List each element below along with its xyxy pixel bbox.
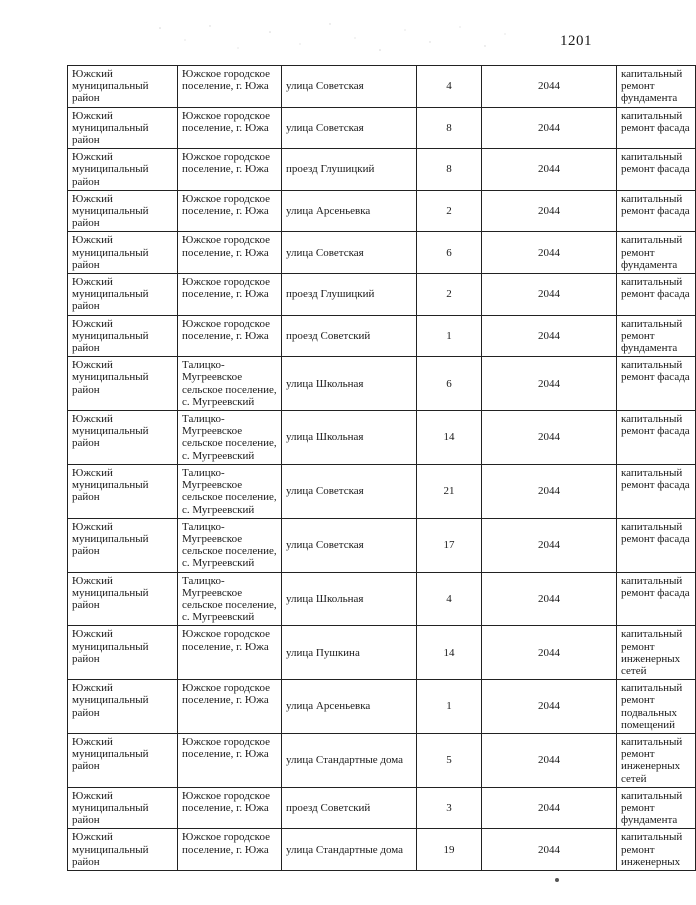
cell-settlement: Южское городское поселение, г. Южа <box>178 232 282 274</box>
cell-work-type: капитальный ремонт фасада <box>617 107 696 149</box>
cell-district: Южский муниципальный район <box>68 66 178 108</box>
table-row <box>68 572 696 626</box>
cell-work-type: капитальный ремонт подвальных помещений <box>617 680 696 734</box>
cell-street: проезд Глушицкий <box>282 149 417 191</box>
cell-year: 2044 <box>482 572 617 626</box>
table-row <box>68 190 696 232</box>
cell-year: 2044 <box>482 787 617 829</box>
cell-street: улица Советская <box>282 66 417 108</box>
cell-district: Южский муниципальный район <box>68 464 178 518</box>
cell-work-type: капитальный ремонт фундамента <box>617 787 696 829</box>
scan-artifact <box>140 18 520 58</box>
cell-settlement: Южское городское поселение, г. Южа <box>178 733 282 787</box>
cell-settlement: Талицко-Мугреевское сельское поселение, с. Мугреевский <box>178 464 282 518</box>
cell-year: 2044 <box>482 66 617 108</box>
cell-district: Южский муниципальный район <box>68 315 178 357</box>
cell-district: Южский муниципальный район <box>68 787 178 829</box>
cell-year: 2044 <box>482 829 617 871</box>
cell-house-number: 2 <box>417 190 482 232</box>
cell-house-number: 4 <box>417 66 482 108</box>
table-row <box>68 66 696 108</box>
cell-year: 2044 <box>482 411 617 465</box>
cell-district: Южский муниципальный район <box>68 107 178 149</box>
cell-work-type: капитальный ремонт фасада <box>617 411 696 465</box>
cell-house-number: 21 <box>417 464 482 518</box>
cell-house-number: 8 <box>417 149 482 191</box>
table-row <box>68 787 696 829</box>
cell-street: проезд Советский <box>282 315 417 357</box>
cell-district: Южский муниципальный район <box>68 626 178 680</box>
cell-street: улица Стандартные дома <box>282 733 417 787</box>
cell-settlement: Южское городское поселение, г. Южа <box>178 149 282 191</box>
cell-year: 2044 <box>482 107 617 149</box>
cell-settlement: Талицко-Мугреевское сельское поселение, с. Мугреевский <box>178 518 282 572</box>
registry-body <box>68 66 696 871</box>
cell-house-number: 4 <box>417 572 482 626</box>
cell-district: Южский муниципальный район <box>68 411 178 465</box>
cell-street: проезд Глушицкий <box>282 274 417 316</box>
cell-district: Южский муниципальный район <box>68 357 178 411</box>
cell-house-number: 1 <box>417 315 482 357</box>
cell-settlement: Южское городское поселение, г. Южа <box>178 190 282 232</box>
cell-work-type: капитальный ремонт фундамента <box>617 315 696 357</box>
cell-settlement: Южское городское поселение, г. Южа <box>178 680 282 734</box>
cell-settlement: Талицко-Мугреевское сельское поселение, с. Мугреевский <box>178 411 282 465</box>
cell-work-type: капитальный ремонт инженерных <box>617 829 696 871</box>
table-row <box>68 107 696 149</box>
page-number: 1201 <box>560 33 592 49</box>
cell-work-type: капитальный ремонт фундамента <box>617 66 696 108</box>
cell-street: улица Советская <box>282 232 417 274</box>
scan-dot <box>555 878 559 882</box>
cell-settlement: Южское городское поселение, г. Южа <box>178 315 282 357</box>
cell-work-type: капитальный ремонт фасада <box>617 464 696 518</box>
table-row <box>68 232 696 274</box>
cell-year: 2044 <box>482 464 617 518</box>
cell-street: улица Арсеньевка <box>282 190 417 232</box>
cell-house-number: 19 <box>417 829 482 871</box>
cell-street: улица Советская <box>282 518 417 572</box>
cell-district: Южский муниципальный район <box>68 190 178 232</box>
cell-district: Южский муниципальный район <box>68 149 178 191</box>
cell-district: Южский муниципальный район <box>68 733 178 787</box>
cell-year: 2044 <box>482 190 617 232</box>
table-row <box>68 411 696 465</box>
cell-year: 2044 <box>482 149 617 191</box>
cell-settlement: Южское городское поселение, г. Южа <box>178 626 282 680</box>
cell-street: улица Советская <box>282 464 417 518</box>
cell-settlement: Талицко-Мугреевское сельское поселение, с. Мугреевский <box>178 572 282 626</box>
cell-work-type: капитальный ремонт фасада <box>617 274 696 316</box>
cell-house-number: 3 <box>417 787 482 829</box>
cell-year: 2044 <box>482 232 617 274</box>
cell-house-number: 6 <box>417 357 482 411</box>
cell-district: Южский муниципальный район <box>68 232 178 274</box>
cell-work-type: капитальный ремонт фундамента <box>617 232 696 274</box>
cell-house-number: 17 <box>417 518 482 572</box>
cell-work-type: капитальный ремонт фасада <box>617 572 696 626</box>
cell-work-type: капитальный ремонт фасада <box>617 190 696 232</box>
cell-district: Южский муниципальный район <box>68 829 178 871</box>
cell-settlement: Южское городское поселение, г. Южа <box>178 829 282 871</box>
table-row <box>68 315 696 357</box>
cell-year: 2044 <box>482 274 617 316</box>
cell-year: 2044 <box>482 680 617 734</box>
cell-district: Южский муниципальный район <box>68 518 178 572</box>
cell-district: Южский муниципальный район <box>68 680 178 734</box>
cell-settlement: Южское городское поселение, г. Южа <box>178 66 282 108</box>
cell-street: проезд Советский <box>282 787 417 829</box>
cell-house-number: 14 <box>417 411 482 465</box>
cell-settlement: Южское городское поселение, г. Южа <box>178 274 282 316</box>
cell-settlement: Талицко-Мугреевское сельское поселение, с. Мугреевский <box>178 357 282 411</box>
table-row <box>68 680 696 734</box>
table-row <box>68 464 696 518</box>
cell-house-number: 14 <box>417 626 482 680</box>
cell-year: 2044 <box>482 626 617 680</box>
cell-house-number: 6 <box>417 232 482 274</box>
cell-house-number: 8 <box>417 107 482 149</box>
table-row <box>68 357 696 411</box>
cell-settlement: Южское городское поселение, г. Южа <box>178 787 282 829</box>
cell-house-number: 2 <box>417 274 482 316</box>
cell-district: Южский муниципальный район <box>68 572 178 626</box>
cell-year: 2044 <box>482 518 617 572</box>
cell-street: улица Школьная <box>282 572 417 626</box>
cell-work-type: капитальный ремонт фасада <box>617 149 696 191</box>
cell-year: 2044 <box>482 733 617 787</box>
table-row <box>68 518 696 572</box>
table-row <box>68 149 696 191</box>
cell-street: улица Советская <box>282 107 417 149</box>
cell-work-type: капитальный ремонт инженерных сетей <box>617 733 696 787</box>
cell-house-number: 1 <box>417 680 482 734</box>
cell-street: улица Арсеньевка <box>282 680 417 734</box>
cell-street: улица Пушкина <box>282 626 417 680</box>
cell-year: 2044 <box>482 315 617 357</box>
table-row <box>68 829 696 871</box>
cell-work-type: капитальный ремонт фасада <box>617 518 696 572</box>
cell-work-type: капитальный ремонт фасада <box>617 357 696 411</box>
cell-street: улица Стандартные дома <box>282 829 417 871</box>
table-row <box>68 274 696 316</box>
cell-work-type: капитальный ремонт инженерных сетей <box>617 626 696 680</box>
cell-house-number: 5 <box>417 733 482 787</box>
table-row <box>68 733 696 787</box>
repair-registry-table <box>67 65 696 871</box>
cell-year: 2044 <box>482 357 617 411</box>
cell-settlement: Южское городское поселение, г. Южа <box>178 107 282 149</box>
cell-street: улица Школьная <box>282 411 417 465</box>
cell-street: улица Школьная <box>282 357 417 411</box>
table-row <box>68 626 696 680</box>
cell-district: Южский муниципальный район <box>68 274 178 316</box>
